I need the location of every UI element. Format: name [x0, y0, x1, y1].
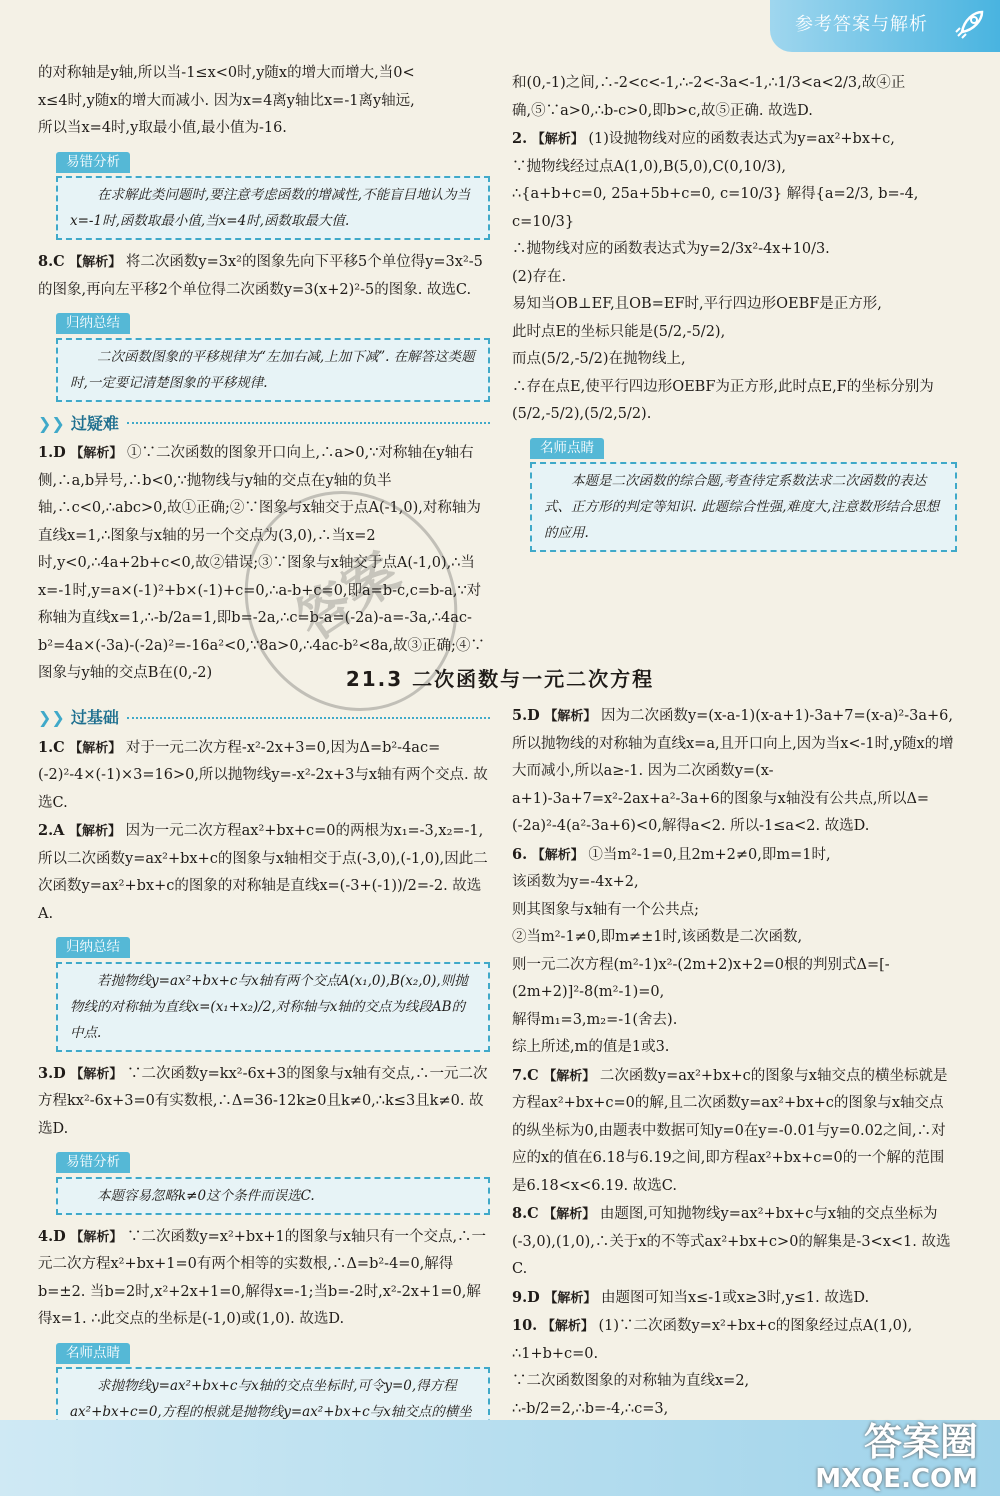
- answer-tag: 【解析】: [544, 1290, 597, 1306]
- answer-8: [512, 1200, 957, 1284]
- answer-tag: 【解析】: [531, 847, 584, 863]
- text-line: 所以当x=4时,y取最小值,最小值为-16.: [38, 120, 287, 136]
- note-tab: 名师点睛: [530, 438, 604, 459]
- answer-4: [38, 1223, 490, 1334]
- answer-8: [38, 248, 490, 304]
- answer-line: 此时点E的坐标只能是(5/2,-5/2),: [512, 323, 726, 340]
- text-line: 的对称轴是y轴,所以当-1≤x<0时,y随x的增大而增大,当0<: [38, 65, 415, 81]
- note-tab: 归纳总结: [56, 313, 130, 334]
- answer-1: [38, 439, 490, 688]
- section-header-difficult: [38, 410, 490, 438]
- note-text: 若抛物线y=ax²+bx+c与x轴有两个交点A(x₁,0),B(x₂,0),则抛物线的对称轴为直线x=(x₁+x₂)/2,对称轴与x轴的交点为线段AB的中点.: [56, 962, 490, 1052]
- note-error-analysis: [56, 149, 490, 241]
- answer-line: 而点(5/2,-5/2)在抛物线上,: [512, 351, 686, 367]
- answer-text: ①∵二次函数的图象开口向上,∴a>0,∵对称轴在y轴右侧,∴a,b异号,∴b<0,∵抛物线与y轴的交点在y轴的负半轴,∴c<0,∴abc>0,故①正确;②∵图象与x轴交于点A(-1,0),对称轴为直线x=1,∴图象与x轴的另一个交点为(3,0),∴当x=2时,y<0,∴4a+2b+c<0,故②错误;③∵图象与x轴交于点A(-1,0),∴当x=-1时,y=a×(-1)²+b×(-1)+c=0,∴a-b+c=0,即a=b-c,c=b-a,∵对称轴为直线x=1,∴-b/2a=1,即b=-2a,∴c=b-a=(-2a)-a=-3a,∴4ac-b²=4a×(-3a)-(-2a)²=-16a²<0,∵8a>0,∴4ac-b²<8a,故③正确;④∵图象与y轴的交点B在(0,-2): [38, 445, 485, 681]
- divider: [127, 422, 490, 424]
- answer-line: ∴存在点E,使平行四边形OEBF为正方形,此时点E,F的坐标分别为(5/2,-5/2),(5/2,5/2).: [512, 378, 934, 422]
- answer-number: 7.C: [512, 1066, 539, 1084]
- answer-2: [512, 125, 957, 154]
- answer-line: ∵二次函数图象的对称轴为直线x=2,: [512, 1373, 750, 1389]
- note-teacher-tip: [530, 435, 957, 553]
- watermark-stamp: 答案: [202, 450, 499, 753]
- header-title: 参考答案与解析: [795, 14, 928, 35]
- answer-line: ∴-b/2=2,∴b=-4,∴c=3,: [512, 1400, 669, 1417]
- answer-number: 9.D: [512, 1288, 540, 1306]
- answer-number: 1.D: [38, 444, 66, 461]
- answer-text: 将二次函数y=3x²的图象先向下平移5个单位得y=3x²-5的图象,再向左平移2个单位得二次函数y=3(x+2)²-5的图象. 故选C.: [38, 254, 483, 298]
- answer-tag: 【解析】: [69, 740, 122, 756]
- answer-text: ∵二次函数y=kx²-6x+3的图象与x轴有交点,∴一元二次方程kx²-6x+3=0有实数根,∴Δ=36-12k≥0且k≠0,∴k≤3且k≠0. 故选D.: [38, 1065, 488, 1137]
- answer-line: ∴抛物线对应的函数表达式为y=2/3x²-4x+10/3.: [512, 241, 830, 257]
- answer-6: [512, 841, 957, 870]
- section-title: 过基础: [70, 708, 119, 727]
- answer-number: 2.: [512, 130, 528, 147]
- answer-5: [512, 702, 957, 841]
- answer-number: 1.C: [38, 738, 65, 756]
- answer-line: 解得m₁=3,m₂=-1(舍去).: [512, 1011, 678, 1028]
- answer-number: 10.: [512, 1317, 538, 1334]
- answer-text: 对于一元二次方程-x²-2x+3=0,因为Δ=b²-4ac=(-2)²-4×(-1)×3=16>0,所以抛物线y=-x²-2x+3与x轴有两个交点. 故选C.: [38, 739, 488, 811]
- answer-number: 3.D: [38, 1064, 66, 1082]
- note-tab: 易错分析: [56, 152, 130, 173]
- answer-text: ∵二次函数y=x²+bx+1的图象与x轴只有一个交点,∴一元二次方程x²+bx+1=0有两个相等的实数根,∴Δ=b²-4=0,解得b=±2. 当b=2时,x²+2x+1=0,解得x=-1;当b=-2时,x²-2x+1=0,解得x=1. ∴此交点的坐标是(-1,0)或(1,0). 故选D.: [38, 1228, 487, 1327]
- answer-tag: 【解析】: [70, 1066, 123, 1082]
- answer-10: [512, 1312, 957, 1341]
- note-tab: 归纳总结: [56, 937, 130, 958]
- note-text: 求抛物线y=ax²+bx+c与x轴的交点坐标时,可令y=0,得方程ax²+bx+c=0,方程的根就是抛物线y=ax²+bx+c与x轴交点的横坐: [56, 1367, 490, 1457]
- answer-2: [38, 817, 490, 928]
- rocket-icon: [948, 6, 988, 46]
- answer-text: 二次函数y=ax²+bx+c的图象与x轴交点的横坐标就是方程ax²+bx+c=0的解,且二次函数y=ax²+bx+c的图象与x轴交点的纵坐标为0,由题表中数据可知y=0在y=-0.01与y=0.02之间,∴对应的x的值在6.18与6.19之间,即方程ax²+bx+c=0的一个解的范围是6.18<x<6.19. 故选C.: [512, 1067, 948, 1194]
- note-summary: [56, 310, 490, 402]
- answer-tag: 【解析】: [70, 446, 123, 461]
- answer-tag: 【解析】: [544, 709, 597, 724]
- note-summary: [56, 934, 490, 1052]
- text-line: 和(0,-1)之间,∴-2<c<-1,∴-2<-3a<-1,∴1/3<a<2/3,故④正确,⑤∵a>0,∴b-c>0,即b>c,故⑤正确. 故选D.: [512, 75, 906, 119]
- header-bar: [770, 0, 1000, 52]
- left-column-top: [38, 60, 490, 688]
- note-text: 本题容易忽略k≠0这个条件而误选C.: [56, 1177, 490, 1215]
- chevron-icon: ❯❯: [38, 708, 65, 727]
- answer-text: 因为一元二次方程ax²+bx+c=0的两根为x₁=-3,x₂=-1,所以二次函数y=ax²+bx+c的图象与x轴相交于点(-3,0),(-1,0),因此二次函数y=ax²+bx+c的图象的对称轴是直线x=(-3+(-1))/2=-2. 故选A.: [38, 823, 488, 922]
- answer-1: [38, 734, 490, 818]
- watermark-url: MXQE.COM: [815, 1464, 978, 1494]
- answer-tag: 【解析】: [543, 1207, 596, 1222]
- text-line: x≤4时,y随x的增大而减小. 因为x=4离y轴比x=-1离y轴远,: [38, 92, 415, 109]
- answer-line: (2)存在.: [512, 268, 567, 285]
- answer-line: ∴1+b+c=0.: [512, 1345, 599, 1362]
- answer-line: (1)∵二次函数y=x²+bx+c的图象经过点A(1,0),: [598, 1318, 913, 1334]
- answer-3: [38, 1060, 490, 1144]
- right-column-bottom: [512, 702, 957, 1478]
- note-text: 二次函数图象的平移规律为“左加右减,上加下减”. 在解答这类题时,一定要记清楚图象的平移规律.: [56, 338, 490, 402]
- note-error-analysis: [56, 1149, 490, 1215]
- answer-tag: 【解析】: [541, 1319, 594, 1334]
- answer-line: ②当m²-1≠0,即m≠±1时,该函数是二次函数,: [512, 929, 803, 945]
- answer-number: 8.C: [512, 1205, 539, 1222]
- note-text: 本题是二次函数的综合题,考查待定系数法求二次函数的表达式、正方形的判定等知识. 此题综合性强,难度大,注意数形结合思想的应用.: [530, 462, 957, 552]
- answer-7: [512, 1062, 957, 1201]
- answer-number: 4.D: [38, 1227, 66, 1245]
- chevron-icon: ❯❯: [38, 413, 65, 433]
- answer-line: ∵抛物线经过点A(1,0),B(5,0),C(0,10/3),: [512, 158, 787, 175]
- answer-line: 则一元二次方程(m²-1)x²-(2m+2)x+2=0根的判别式Δ=[-(2m+2)]²-8(m²-1)=0,: [512, 956, 890, 1000]
- answer-tag: 【解析】: [69, 824, 122, 839]
- note-tab: 易错分析: [56, 1152, 130, 1173]
- answer-text: 由题图可知当x≤-1或x≥3时,y≤1. 故选D.: [600, 1289, 870, 1306]
- answer-text: 因为二次函数y=(x-a-1)(x-a+1)-3a+7=(x-a)²-3a+6,所以抛物线的对称轴为直线x=a,且开口向上,因为当x<-1时,y随x的增大而减小,所以a≥-1. 因为二次函数y=(x-a+1)-3a+7=x²-2ax+a²-3a+6的图象与x轴没有公共点,所以Δ=(-2a)²-4(a²-3a+6)<0,解得a<2. 所以-1≤a<2. 故选D.: [512, 708, 954, 834]
- answer-text: 由题图,可知抛物线y=ax²+bx+c与x轴的交点坐标为(-3,0),(1,0),∴关于x的不等式ax²+bx+c>0的解集是-3<x<1. 故选C.: [512, 1206, 951, 1277]
- answer-line: 则其图象与x轴有一个公共点;: [512, 901, 700, 918]
- answer-line: (1)设抛物线对应的函数表达式为y=ax²+bx+c,: [588, 131, 895, 147]
- answer-tag: 【解析】: [543, 1068, 596, 1084]
- answer-number: 2.A: [38, 822, 65, 839]
- note-tab: 名师点睛: [56, 1343, 130, 1364]
- section-header-basics: [38, 704, 490, 732]
- answer-number: 5.D: [512, 707, 540, 724]
- answer-line: 易知当OB⊥EF,且OB=EF时,平行四边形OEBF是正方形,: [512, 296, 882, 312]
- divider: [127, 717, 490, 719]
- right-column-top: [512, 70, 957, 560]
- site-watermark: [815, 1420, 978, 1494]
- left-column-bottom: [38, 700, 490, 1465]
- answer-tag: 【解析】: [69, 255, 122, 270]
- answer-line: ①当m²-1=0,且2m+2≠0,即m=1时,: [588, 846, 831, 863]
- answer-line: 综上所述,m的值是1或3.: [512, 1039, 670, 1055]
- answer-tag: 【解析】: [531, 132, 584, 147]
- watermark-title: 答案圈: [863, 1420, 978, 1464]
- note-text: 在求解此类问题时,要注意考虑函数的增减性,不能盲目地认为当x=-1时,函数取最小值,当x=4时,函数取最大值.: [56, 176, 490, 240]
- answer-number: 8.C: [38, 253, 65, 270]
- answer-line: 该函数为y=-4x+2,: [512, 874, 639, 890]
- section-title: 过疑难: [70, 413, 119, 433]
- answer-tag: 【解析】: [70, 1229, 123, 1245]
- answer-line: ∴{a+b+c=0, 25a+5b+c=0, c=10/3} 解得{a=2/3, b=-4, c=10/3}: [512, 186, 919, 230]
- answer-number: 6.: [512, 845, 528, 863]
- answer-9: [512, 1284, 957, 1313]
- chapter-title: 21.3 二次函数与一元二次方程: [345, 667, 655, 691]
